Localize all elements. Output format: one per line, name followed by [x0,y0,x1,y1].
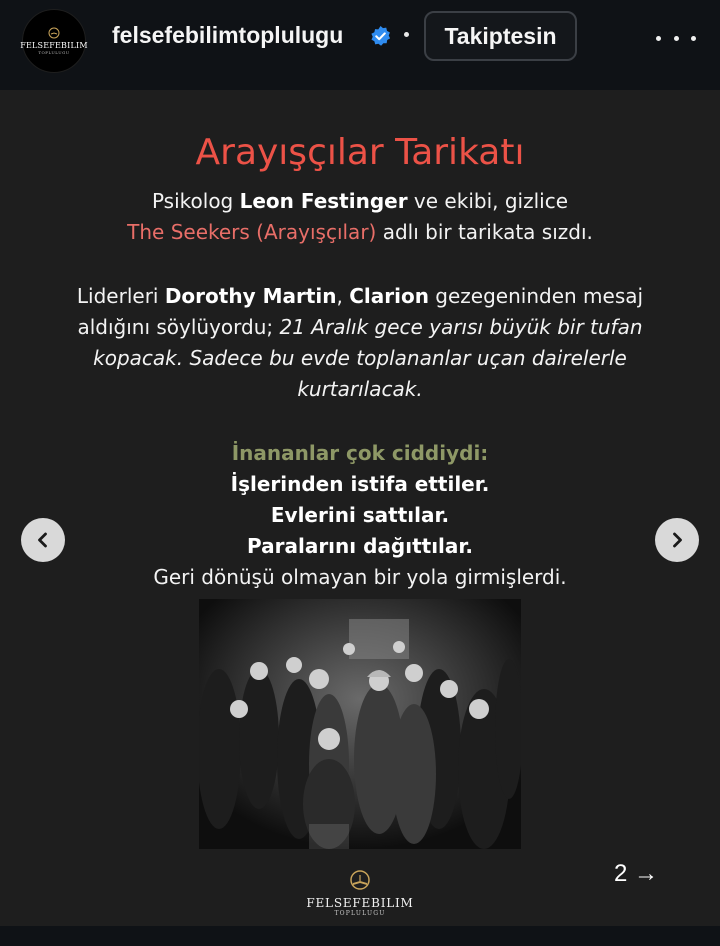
slide-title: Arayışçılar Tarikatı [195,132,525,173]
paragraph-believers [60,438,660,593]
footer-logo-subtext: TOPLULUGU [334,910,386,917]
open-book-logo-icon [348,870,372,892]
following-button[interactable]: Takiptesin [424,11,577,61]
separator-dot [404,32,409,37]
footer-logo [0,870,720,917]
bold-line: İşlerinden istifa ettiler. [230,472,490,496]
post-header [0,0,720,90]
carousel-prev-button[interactable] [21,518,65,562]
olive-heading: İnananlar çok ciddiydi: [231,441,489,465]
text-segment: Liderleri [76,284,165,308]
chevron-left-icon [33,530,53,550]
open-book-logo-icon [48,27,60,39]
avatar-logo-text: FELSEFEBILIM [20,41,88,50]
chevron-right-icon [667,530,687,550]
more-dot [691,36,696,41]
avatar[interactable] [22,9,86,73]
avatar-logo-subtext: TOPLULUGU [38,50,70,55]
text-segment: , [336,284,350,308]
more-dot [656,36,661,41]
crowd-photo [199,599,521,849]
crowd-photo-illustration [199,599,521,849]
bottom-strip [0,926,720,946]
carousel-next-button[interactable] [655,518,699,562]
italic-quote: 21 Aralık gece yarısı büyük bir tufan kopacak. Sadece bu evde toplananlar uçan dairelerle kurtarılacak. [93,315,643,401]
text-segment: adlı bir tarikata sızdı. [376,220,593,244]
text-segment: ve ekibi, gizlice [407,189,569,213]
post-carousel-slide [0,90,720,926]
more-dot [674,36,679,41]
verified-badge-icon [369,25,392,48]
more-options-button[interactable] [656,26,696,50]
paragraph-leader [60,281,660,405]
bold-name: Leon Festinger [239,189,408,213]
username-link[interactable]: felsefebilimtoplulugu [112,22,344,48]
highlight-red-text: The Seekers (Arayışçılar) [127,220,377,244]
text-line: Geri dönüşü olmayan bir yola girmişlerdi. [153,565,567,589]
bold-name: Dorothy Martin [164,284,337,308]
footer-logo-name: FELSEFEBILIM [306,896,414,910]
text-segment: Psikolog [151,189,240,213]
bold-line: Paralarını dağıttılar. [246,534,474,558]
page-indicator: 2 → [614,860,659,887]
bold-line: Evlerini sattılar. [270,503,450,527]
bold-name: Clarion [349,284,429,308]
text-segment: gezegeninden mesaj aldığını söylüyordu; [77,284,644,339]
paragraph-intro [60,186,660,248]
